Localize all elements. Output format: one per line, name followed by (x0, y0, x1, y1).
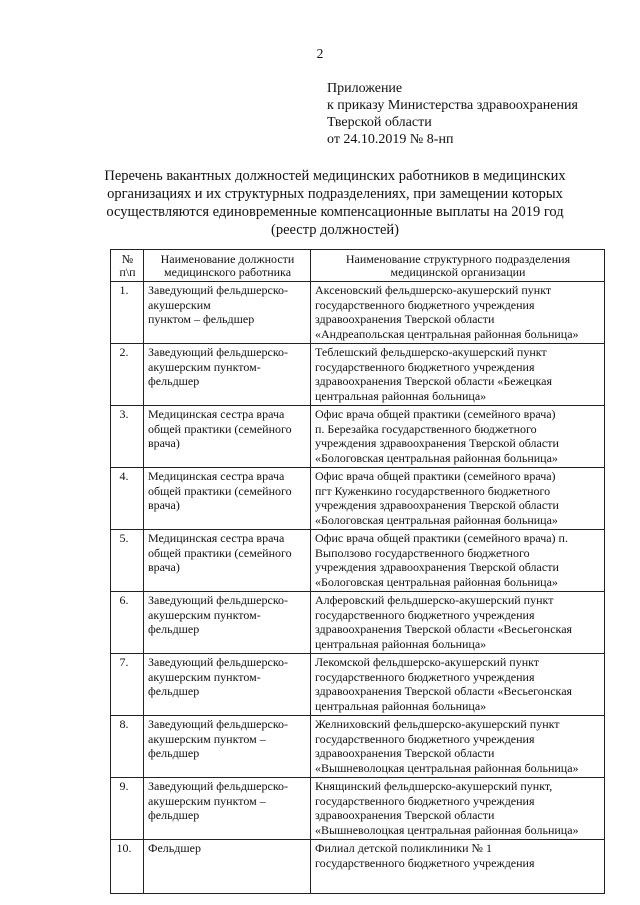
row-number: 3. (111, 406, 144, 468)
table-row (111, 468, 605, 530)
page-number: 2 (316, 46, 324, 61)
title-line: осуществляются единовременные компенсационные выплаты на 2019 год (106, 204, 564, 220)
table-row (111, 406, 605, 468)
row-unit: Офис врача общей практики (семейного врача) п. Выползово государственного бюджетного учреждения здравоохранения Тверской области «Бологовская центральная районная больница» (311, 530, 605, 592)
row-number: 5. (111, 530, 144, 592)
row-number: 10. (111, 840, 144, 894)
row-unit: Филиал детской поликлиники № 1 государственного бюджетного учреждения (311, 840, 605, 894)
row-position: Заведующий фельдшерско- акушерским пунктом- фельдшер (144, 654, 311, 716)
row-position: Медицинская сестра врача общей практики (семейного врача) (144, 530, 311, 592)
header-number: № п\п (111, 250, 144, 282)
row-unit: Княщинский фельдшерско-акушерский пункт, государственного бюджетного учреждения здравоохранения Тверской области «Вышневолоцкая центральная районная больница» (311, 778, 605, 840)
row-position: Медицинская сестра врача общей практики (семейного врача) (144, 468, 311, 530)
row-number: 9. (111, 778, 144, 840)
row-number: 8. (111, 716, 144, 778)
registry-table (110, 249, 605, 894)
table-header-row (111, 250, 605, 282)
row-position: Заведующий фельдшерско- акушерским пунктом – фельдшер (144, 282, 311, 344)
table-row (111, 778, 605, 840)
appendix-header (327, 80, 578, 148)
appendix-line: Приложение (327, 81, 403, 96)
row-unit: Офис врача общей практики (семейного врача) п. Березайка государственного бюджетного учреждения здравоохранения Тверской области «Бологовская центральная районная больница» (311, 406, 605, 468)
table-row (111, 716, 605, 778)
row-unit: Алферовский фельдшерско-акушерский пункт государственного бюджетного учреждения здравоохранения Тверской области «Весьегонская центральная районная больница» (311, 592, 605, 654)
row-position: Заведующий фельдшерско- акушерским пунктом- фельдшер (144, 344, 311, 406)
row-unit: Лекомской фельдшерско-акушерский пункт государственного бюджетного учреждения здравоохранения Тверской области «Весьегонская центральная районная больница» (311, 654, 605, 716)
table-row (111, 592, 605, 654)
row-position: Фельдшер (144, 840, 311, 894)
row-number: 7. (111, 654, 144, 716)
row-position: Заведующий фельдшерско- акушерским пунктом – фельдшер (144, 778, 311, 840)
row-number: 4. (111, 468, 144, 530)
header-position: Наименование должности медицинского работника (144, 250, 311, 282)
appendix-line: к приказу Министерства здравоохранения (327, 98, 578, 113)
title-line: (реестр должностей) (271, 222, 399, 238)
row-number: 1. (111, 282, 144, 344)
header-unit: Наименование структурного подразделения медицинской организации (311, 250, 605, 282)
title-line: Перечень вакантных должностей медицинских работников в медицинских (104, 168, 566, 184)
table-row (111, 530, 605, 592)
row-unit: Желниховский фельдшерско-акушерский пункт государственного бюджетного учреждения здравоохранения Тверской области «Вышневолоцкая центральная районная больница» (311, 716, 605, 778)
table-row (111, 654, 605, 716)
row-unit: Теблешский фельдшерско-акушерский пункт государственного бюджетного учреждения здравоохранения Тверской области «Бежецкая центральная районная больница» (311, 344, 605, 406)
row-unit: Аксеновский фельдшерско-акушерский пункт государственного бюджетного учреждения здравоохранения Тверской области «Андреапольская центральная районная больница» (311, 282, 605, 344)
appendix-line: Тверской области (327, 115, 432, 130)
document-title (80, 167, 590, 239)
row-unit: Офис врача общей практики (семейного врача) пгт Куженкино государственного бюджетного учреждения здравоохранения Тверской области «Бологовская центральная районная больница» (311, 468, 605, 530)
row-position: Заведующий фельдшерско- акушерским пунктом – фельдшер (144, 716, 311, 778)
title-line: организациях и их структурных подразделениях, при замещении которых (107, 186, 563, 202)
row-position: Медицинская сестра врача общей практики (семейного врача) (144, 406, 311, 468)
row-position: Заведующий фельдшерско- акушерским пунктом- фельдшер (144, 592, 311, 654)
table-row (111, 282, 605, 344)
table-row (111, 840, 605, 894)
row-number: 6. (111, 592, 144, 654)
row-number: 2. (111, 344, 144, 406)
table-row (111, 344, 605, 406)
appendix-line: от 24.10.2019 № 8-нп (327, 132, 454, 147)
